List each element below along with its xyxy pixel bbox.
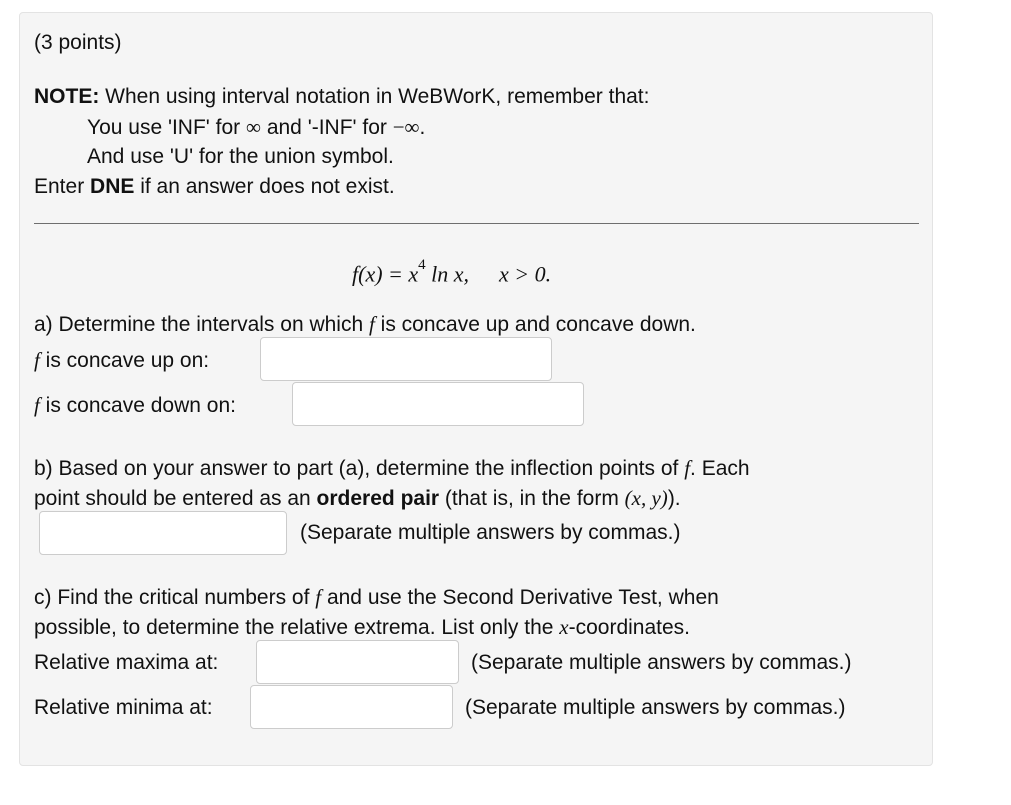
concave-down-f: f — [34, 393, 40, 417]
part-a-suffix: is concave up and concave down. — [374, 313, 696, 336]
formula-rest: ln x, — [425, 261, 470, 287]
neg-infinity-symbol: −∞ — [392, 115, 420, 139]
note-label: NOTE: — [34, 85, 100, 108]
note-text: When using interval notation in WeBWorK, remember that: — [99, 85, 650, 108]
part-c-line1-prefix: c) Find the critical numbers of — [34, 586, 316, 609]
infinity-symbol: ∞ — [246, 115, 261, 139]
part-c-line2 — [34, 614, 690, 641]
concave-up-label — [34, 347, 209, 374]
concave-up-input[interactable] — [260, 337, 552, 381]
part-c-line2-prefix: possible, to determine the relative extrema. List only the — [34, 616, 560, 639]
relative-maxima-input[interactable] — [256, 640, 459, 684]
part-b-line1-prefix: b) Based on your answer to part (a), determine the inflection points of — [34, 457, 685, 480]
part-b-line2-prefix: point should be entered as an — [34, 487, 317, 510]
part-b-line1 — [34, 455, 750, 482]
note-union-line: And use 'U' for the union symbol. — [87, 145, 394, 168]
relative-maxima-hint: (Separate multiple answers by commas.) — [471, 651, 852, 674]
concave-up-f: f — [34, 348, 40, 372]
formula-exponent: 4 — [418, 257, 426, 273]
note-dne-bold: DNE — [90, 175, 135, 198]
concave-down-label — [34, 392, 236, 419]
part-b-xy: (x, y) — [624, 486, 668, 510]
note-inf-line — [87, 114, 425, 141]
note-dne-suffix: if an answer does not exist. — [134, 175, 395, 198]
concave-down-input[interactable] — [292, 382, 584, 426]
inflection-hint: (Separate multiple answers by commas.) — [300, 521, 681, 544]
part-b-ordered-pair: ordered pair — [316, 487, 440, 510]
relative-maxima-label: Relative maxima at: — [34, 651, 219, 674]
part-c-line1-suffix: and use the Second Derivative Test, when — [321, 586, 719, 609]
concave-down-text: is concave down on: — [39, 394, 236, 417]
inflection-points-input[interactable] — [39, 511, 287, 555]
divider — [34, 223, 919, 224]
part-c-line1 — [34, 584, 719, 611]
part-c-f: f — [315, 585, 322, 609]
part-b-line2-suffix: ). — [667, 487, 681, 510]
part-c-line2-suffix: -coordinates. — [568, 616, 691, 639]
part-b-f: f — [684, 456, 691, 480]
formula-condition: x > 0. — [499, 261, 552, 287]
note-inf-mid: and '-INF' for — [260, 116, 393, 139]
part-a-prompt — [34, 311, 696, 338]
note-dne-prefix: Enter — [34, 175, 91, 198]
relative-minima-label: Relative minima at: — [34, 696, 213, 719]
function-formula — [352, 255, 551, 288]
relative-minima-input[interactable] — [250, 685, 453, 729]
part-a-f: f — [369, 312, 375, 336]
points-label: (3 points) — [34, 31, 122, 54]
relative-minima-hint: (Separate multiple answers by commas.) — [465, 696, 846, 719]
note-inf-prefix: You use 'INF' for — [87, 116, 246, 139]
part-b-line2 — [34, 485, 681, 512]
note-dne-line — [34, 174, 395, 200]
note-line — [34, 84, 649, 110]
note-inf-suffix: . — [419, 116, 426, 139]
concave-up-text: is concave up on: — [39, 349, 210, 372]
part-c-x: x — [559, 615, 569, 639]
part-b-line2-mid: (that is, in the form — [439, 487, 625, 510]
part-a-prefix: a) Determine the intervals on which — [34, 313, 369, 336]
formula-lhs: f(x) = x — [352, 261, 419, 287]
part-b-line1-suffix: . Each — [690, 457, 750, 480]
